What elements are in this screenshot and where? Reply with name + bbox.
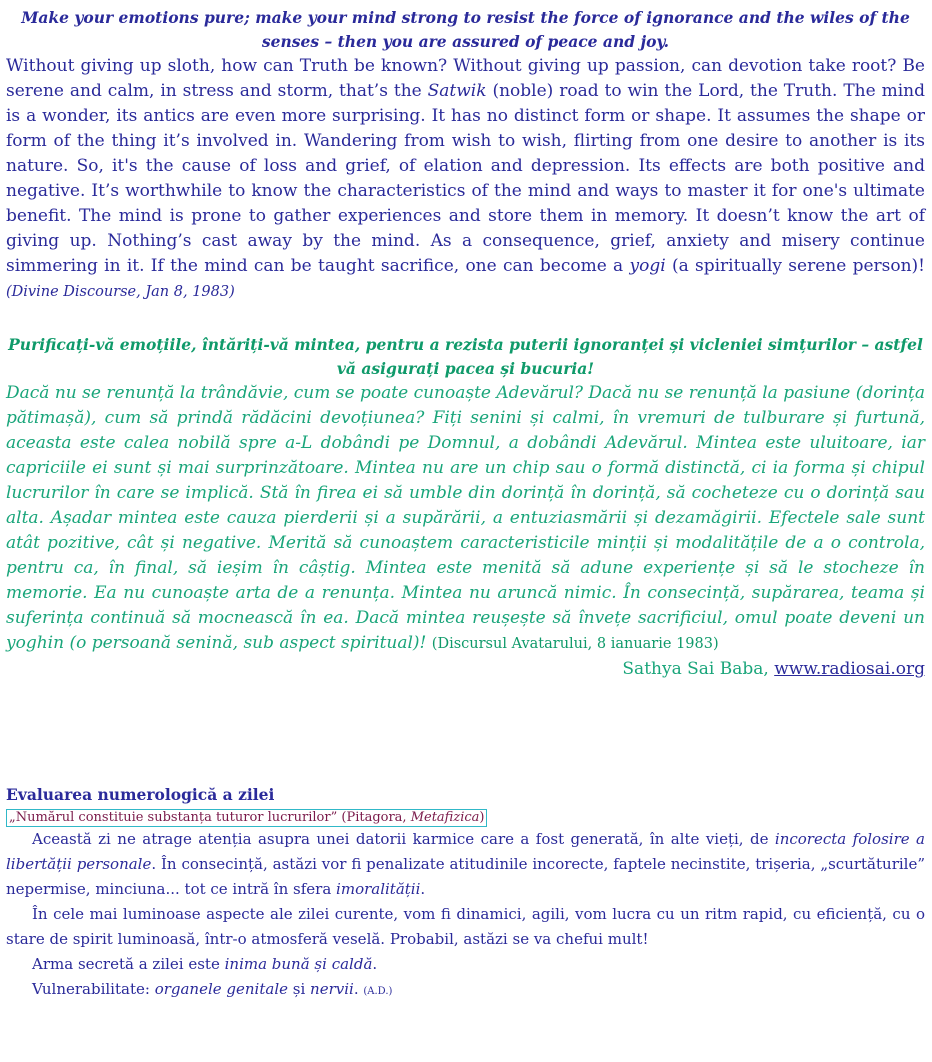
pythagoras-quote bbox=[6, 809, 487, 827]
romanian-paragraph bbox=[6, 381, 925, 657]
quote-text: „Numărul constituie substanța tuturor lucrurilor” (Pitagora, bbox=[9, 810, 411, 825]
author-name: Sathya Sai Baba, bbox=[622, 659, 775, 679]
text: Această zi ne atrage atenția asupra unei datorii karmice care a fost generată, în alte vieți, de bbox=[32, 830, 775, 848]
quote-close: ) bbox=[479, 810, 485, 825]
english-heading: Make your emotions pure; make your mind strong to resist the force of ignorance and the wiles of the senses – then you are assured of peace and joy. bbox=[21, 8, 910, 51]
text: Arma secretă a zilei este bbox=[32, 955, 225, 973]
text: . În consecință, astăzi vor fi penalizate atitudinile incorecte, faptele necinstite, trișeria, „scurtăturile” nepermise, minciuna... tot ce intră în sfera bbox=[6, 855, 925, 898]
numerology-title: Evaluarea numerologică a zilei bbox=[6, 785, 275, 804]
romanian-citation: (Discursul Avatarului, 8 ianuarie 1983) bbox=[431, 636, 719, 652]
emphasis: organele genitale bbox=[154, 980, 288, 998]
radiosai-link[interactable]: www.radiosai.org bbox=[774, 659, 925, 679]
signature-line bbox=[6, 657, 925, 682]
numerology-paragraph-2: În cele mai luminoase aspecte ale zilei curente, vom fi dinamici, agili, vom lucra cu un ritm rapid, cu eficiență, cu o stare de spirit luminoasă, într-o atmosferă veselă. Probabil, astăzi se va chefui mult! bbox=[6, 905, 925, 948]
emphasis: imoralității bbox=[336, 880, 421, 898]
emphasis: nervii bbox=[310, 980, 354, 998]
english-paragraph bbox=[6, 54, 925, 305]
english-citation: (Divine Discourse, Jan 8, 1983) bbox=[6, 284, 235, 300]
author-initials: (A.D.) bbox=[363, 986, 393, 997]
emphasis: incorecta folosire a libertății personale bbox=[6, 830, 925, 873]
english-yogi: yogi bbox=[629, 256, 666, 276]
quote-work: Metafizica bbox=[410, 810, 480, 825]
english-text-1: Without giving up sloth, how can Truth be known? Without giving up passion, can devotion take root? Be serene and calm, in stress and storm, that’s the bbox=[6, 56, 925, 101]
numerology-paragraph-1 bbox=[6, 827, 925, 902]
romanian-heading: Purificați-vă emoțiile, întăriți-vă mintea, pentru a rezista puterii ignoranței și vicleniei simțurilor – astfel vă asigurați pacea și bucuria! bbox=[8, 335, 923, 378]
text: . bbox=[372, 955, 378, 973]
text: . bbox=[420, 880, 426, 898]
text: și bbox=[288, 980, 311, 998]
numerology-paragraph-3 bbox=[6, 952, 925, 977]
romanian-text: Dacă nu se renunță la trândăvie, cum se poate cunoaște Adevărul? Dacă nu se renunță la pasiune (dorința pătimașă), cum să prindă rădăcini devoțiunea? Fiți senini și calmi, în vremuri de tulburare și furtună, aceasta este calea nobilă spre a-L dobândi pe Domnul, a dobândi Adevărul. Mintea este uluitoare, iar capriciile ei sunt și mai surprinzătoare. Mintea nu are un chip sau o formă distinctă, ci ia forma și chipul lucrurilor în care se implică. Stă în firea ei să umble din dorință în dorință, să cocheteze cu o dorință sau alta. Așadar mintea este cauza pierderii și a supărării, a entuziasmării și dezamăgirii. Efectele sale sunt atât pozitive, cât și negative. Merită să cunoaștem caracteristicile minții și modalitățile de a o controla, pentru ca, în final, să ieșim în câștig. Mintea este menită să adune experiențe și să le stocheze în memorie. Ea nu cunoaște arta de a renunța. Mintea nu aruncă nimic. În consecință, supărarea, teama și suferința continuă să mocnească în ea. Dacă mintea reușește să învețe sacrificiul, omul poate deveni un yoghin (o persoană senină, sub aspect spiritual)! bbox=[6, 383, 925, 653]
english-satwik: Satwik bbox=[427, 81, 487, 101]
text: Vulnerabilitate: bbox=[32, 980, 155, 998]
emphasis: inima bună și caldă bbox=[224, 955, 373, 973]
english-text-3: (a spiritually serene person)! bbox=[665, 256, 926, 276]
text: . bbox=[353, 980, 364, 998]
page-content bbox=[6, 6, 925, 1004]
numerology-paragraph-4 bbox=[6, 977, 925, 1004]
english-text-2: (noble) road to win the Lord, the Truth. The mind is a wonder, its antics are even more surprising. It has no distinct form or shape. It assumes the shape or form of the thing it’s involved in. Wandering from wish to wish, flirting from one desire to another is its nature. So, it's the cause of loss and grief, of elation and depression. Its effects are both positive and negative. It’s worthwhile to know the characteristics of the mind and ways to master it for one's ultimate benefit. The mind is prone to gather experiences and store them in memory. It doesn’t know the art of giving up. Nothing’s cast away by the mind. As a consequence, grief, anxiety and misery continue simmering in it. If the mind can be taught sacrifice, one can become a bbox=[6, 81, 926, 276]
